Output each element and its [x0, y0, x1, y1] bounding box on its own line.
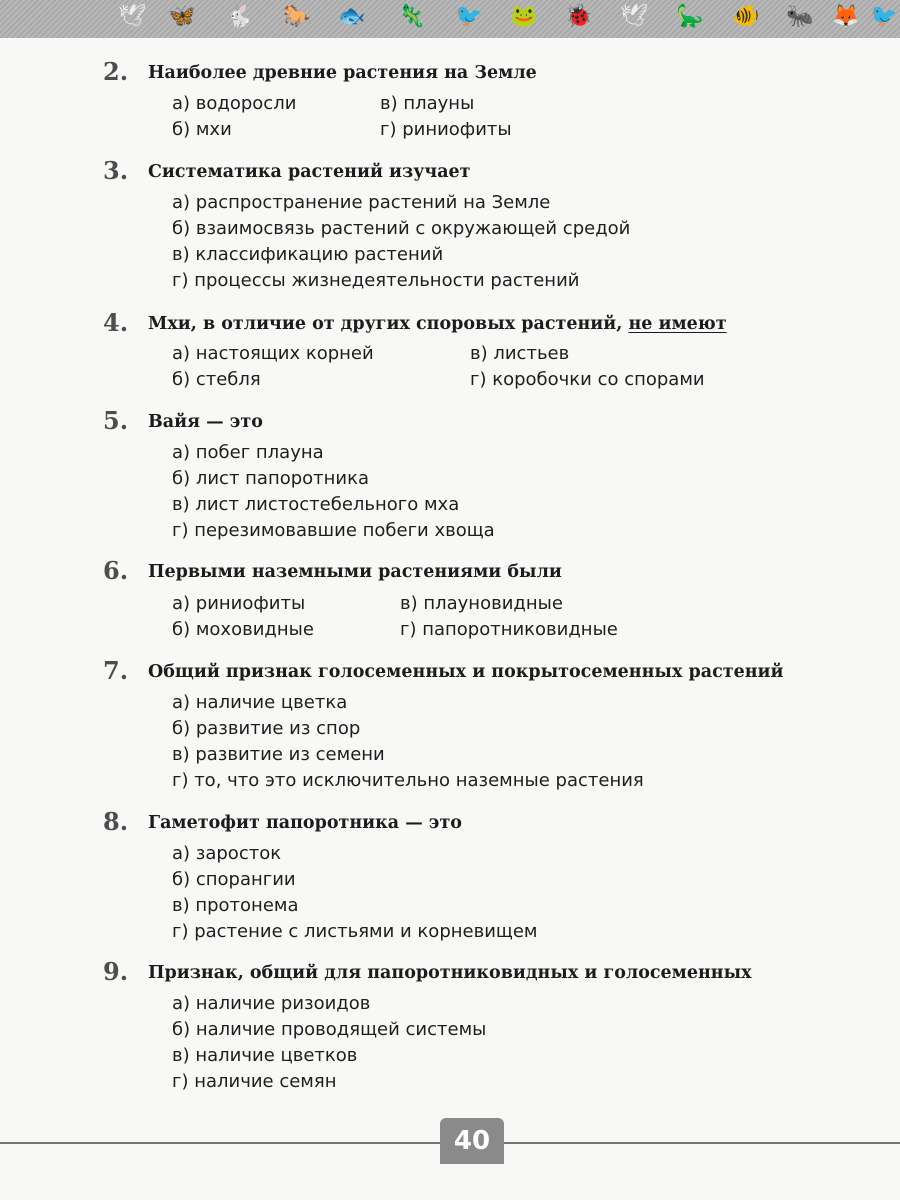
question-number: 6.	[103, 556, 129, 585]
question-number: 7.	[103, 656, 129, 685]
fox-icon: 🦊	[832, 4, 860, 29]
question-text	[148, 312, 727, 336]
answer-option[interactable]: а) наличие цветка	[172, 692, 348, 713]
answer-option[interactable]: в) классификацию растений	[172, 244, 444, 265]
frog-icon: 🐸	[510, 4, 538, 29]
question-text: Общий признак голосеменных и покрытосеменных растений	[148, 662, 784, 682]
answer-option[interactable]: а) настоящих корней	[172, 343, 374, 364]
answer-option[interactable]: а) водоросли	[172, 93, 297, 114]
fish-icon: 🐟	[338, 4, 366, 29]
answer-option[interactable]: а) побег плауна	[172, 442, 324, 463]
insect-icon: 🐜	[786, 4, 814, 29]
lizard-icon: 🦎	[398, 4, 426, 29]
answer-option[interactable]: в) наличие цветков	[172, 1045, 358, 1066]
question-text: Признак, общий для папоротниковидных и голосеменных	[148, 963, 752, 983]
answer-option[interactable]: в) листьев	[470, 343, 570, 364]
page-number-badge	[440, 1118, 504, 1164]
answer-option[interactable]: б) спорангии	[172, 869, 296, 890]
answer-option[interactable]: г) коробочки со спорами	[470, 369, 705, 390]
answer-option[interactable]: г) растение с листьями и корневищем	[172, 921, 538, 942]
answer-option[interactable]: б) развитие из спор	[172, 718, 361, 739]
answer-option[interactable]: б) взаимосвязь растений с окружающей средой	[172, 218, 631, 239]
answer-option[interactable]: б) лист папоротника	[172, 468, 370, 489]
bird-icon: 🕊	[620, 4, 648, 29]
header-decorative-band	[0, 0, 900, 38]
question-number: 2.	[103, 57, 129, 86]
question-number: 9.	[103, 957, 129, 986]
answer-option[interactable]: в) плауновидные	[400, 593, 563, 614]
beetle-icon: 🐞	[565, 4, 593, 29]
butterfly-icon: 🦋	[168, 4, 196, 29]
answer-option[interactable]: г) наличие семян	[172, 1071, 337, 1092]
answer-option[interactable]: б) стебля	[172, 369, 261, 390]
question-number: 4.	[103, 308, 129, 337]
answer-option[interactable]: в) протонема	[172, 895, 299, 916]
answer-option[interactable]: г) процессы жизнедеятельности растений	[172, 270, 580, 291]
answer-option[interactable]: г) папоротниковидные	[400, 619, 618, 640]
answer-option[interactable]: а) риниофиты	[172, 593, 306, 614]
question-text-main: Мхи, в отличие от других споровых растений,	[148, 314, 623, 334]
question-text: Наиболее древние растения на Земле	[148, 63, 537, 83]
answer-option[interactable]: г) риниофиты	[380, 119, 512, 140]
horse-icon: 🐎	[283, 4, 311, 29]
question-number: 8.	[103, 807, 129, 836]
answer-option[interactable]: а) заросток	[172, 843, 282, 864]
question-text: Вайя — это	[148, 412, 263, 432]
answer-option[interactable]: а) наличие ризоидов	[172, 993, 371, 1014]
rabbit-icon: 🐇	[225, 4, 253, 29]
answer-option[interactable]: г) то, что это исключительно наземные растения	[172, 770, 644, 791]
page-number: 40	[453, 1126, 491, 1156]
answer-option[interactable]: в) развитие из семени	[172, 744, 385, 765]
answer-option[interactable]: г) перезимовавшие побеги хвоща	[172, 520, 495, 541]
question-text: Первыми наземными растениями были	[148, 562, 562, 582]
dinosaur-icon: 🦕	[676, 4, 704, 29]
answer-option[interactable]: а) распространение растений на Земле	[172, 192, 551, 213]
question-number: 5.	[103, 406, 129, 435]
answer-option[interactable]: б) мхи	[172, 119, 232, 140]
question-number: 3.	[103, 156, 129, 185]
question-text: Гаметофит папоротника — это	[148, 813, 462, 833]
answer-option[interactable]: в) плауны	[380, 93, 475, 114]
answer-option[interactable]: б) моховидные	[172, 619, 314, 640]
answer-option[interactable]: в) лист листостебельного мха	[172, 494, 460, 515]
fish-icon: 🐠	[732, 4, 760, 29]
question-text-emphasis: не имеют	[628, 314, 727, 334]
bird-icon: 🐦	[455, 4, 483, 29]
answer-option[interactable]: б) наличие проводящей системы	[172, 1019, 487, 1040]
question-text: Систематика растений изучает	[148, 162, 471, 182]
bird-icon: 🕊	[118, 4, 146, 29]
bird-icon: 🐦	[870, 4, 898, 29]
